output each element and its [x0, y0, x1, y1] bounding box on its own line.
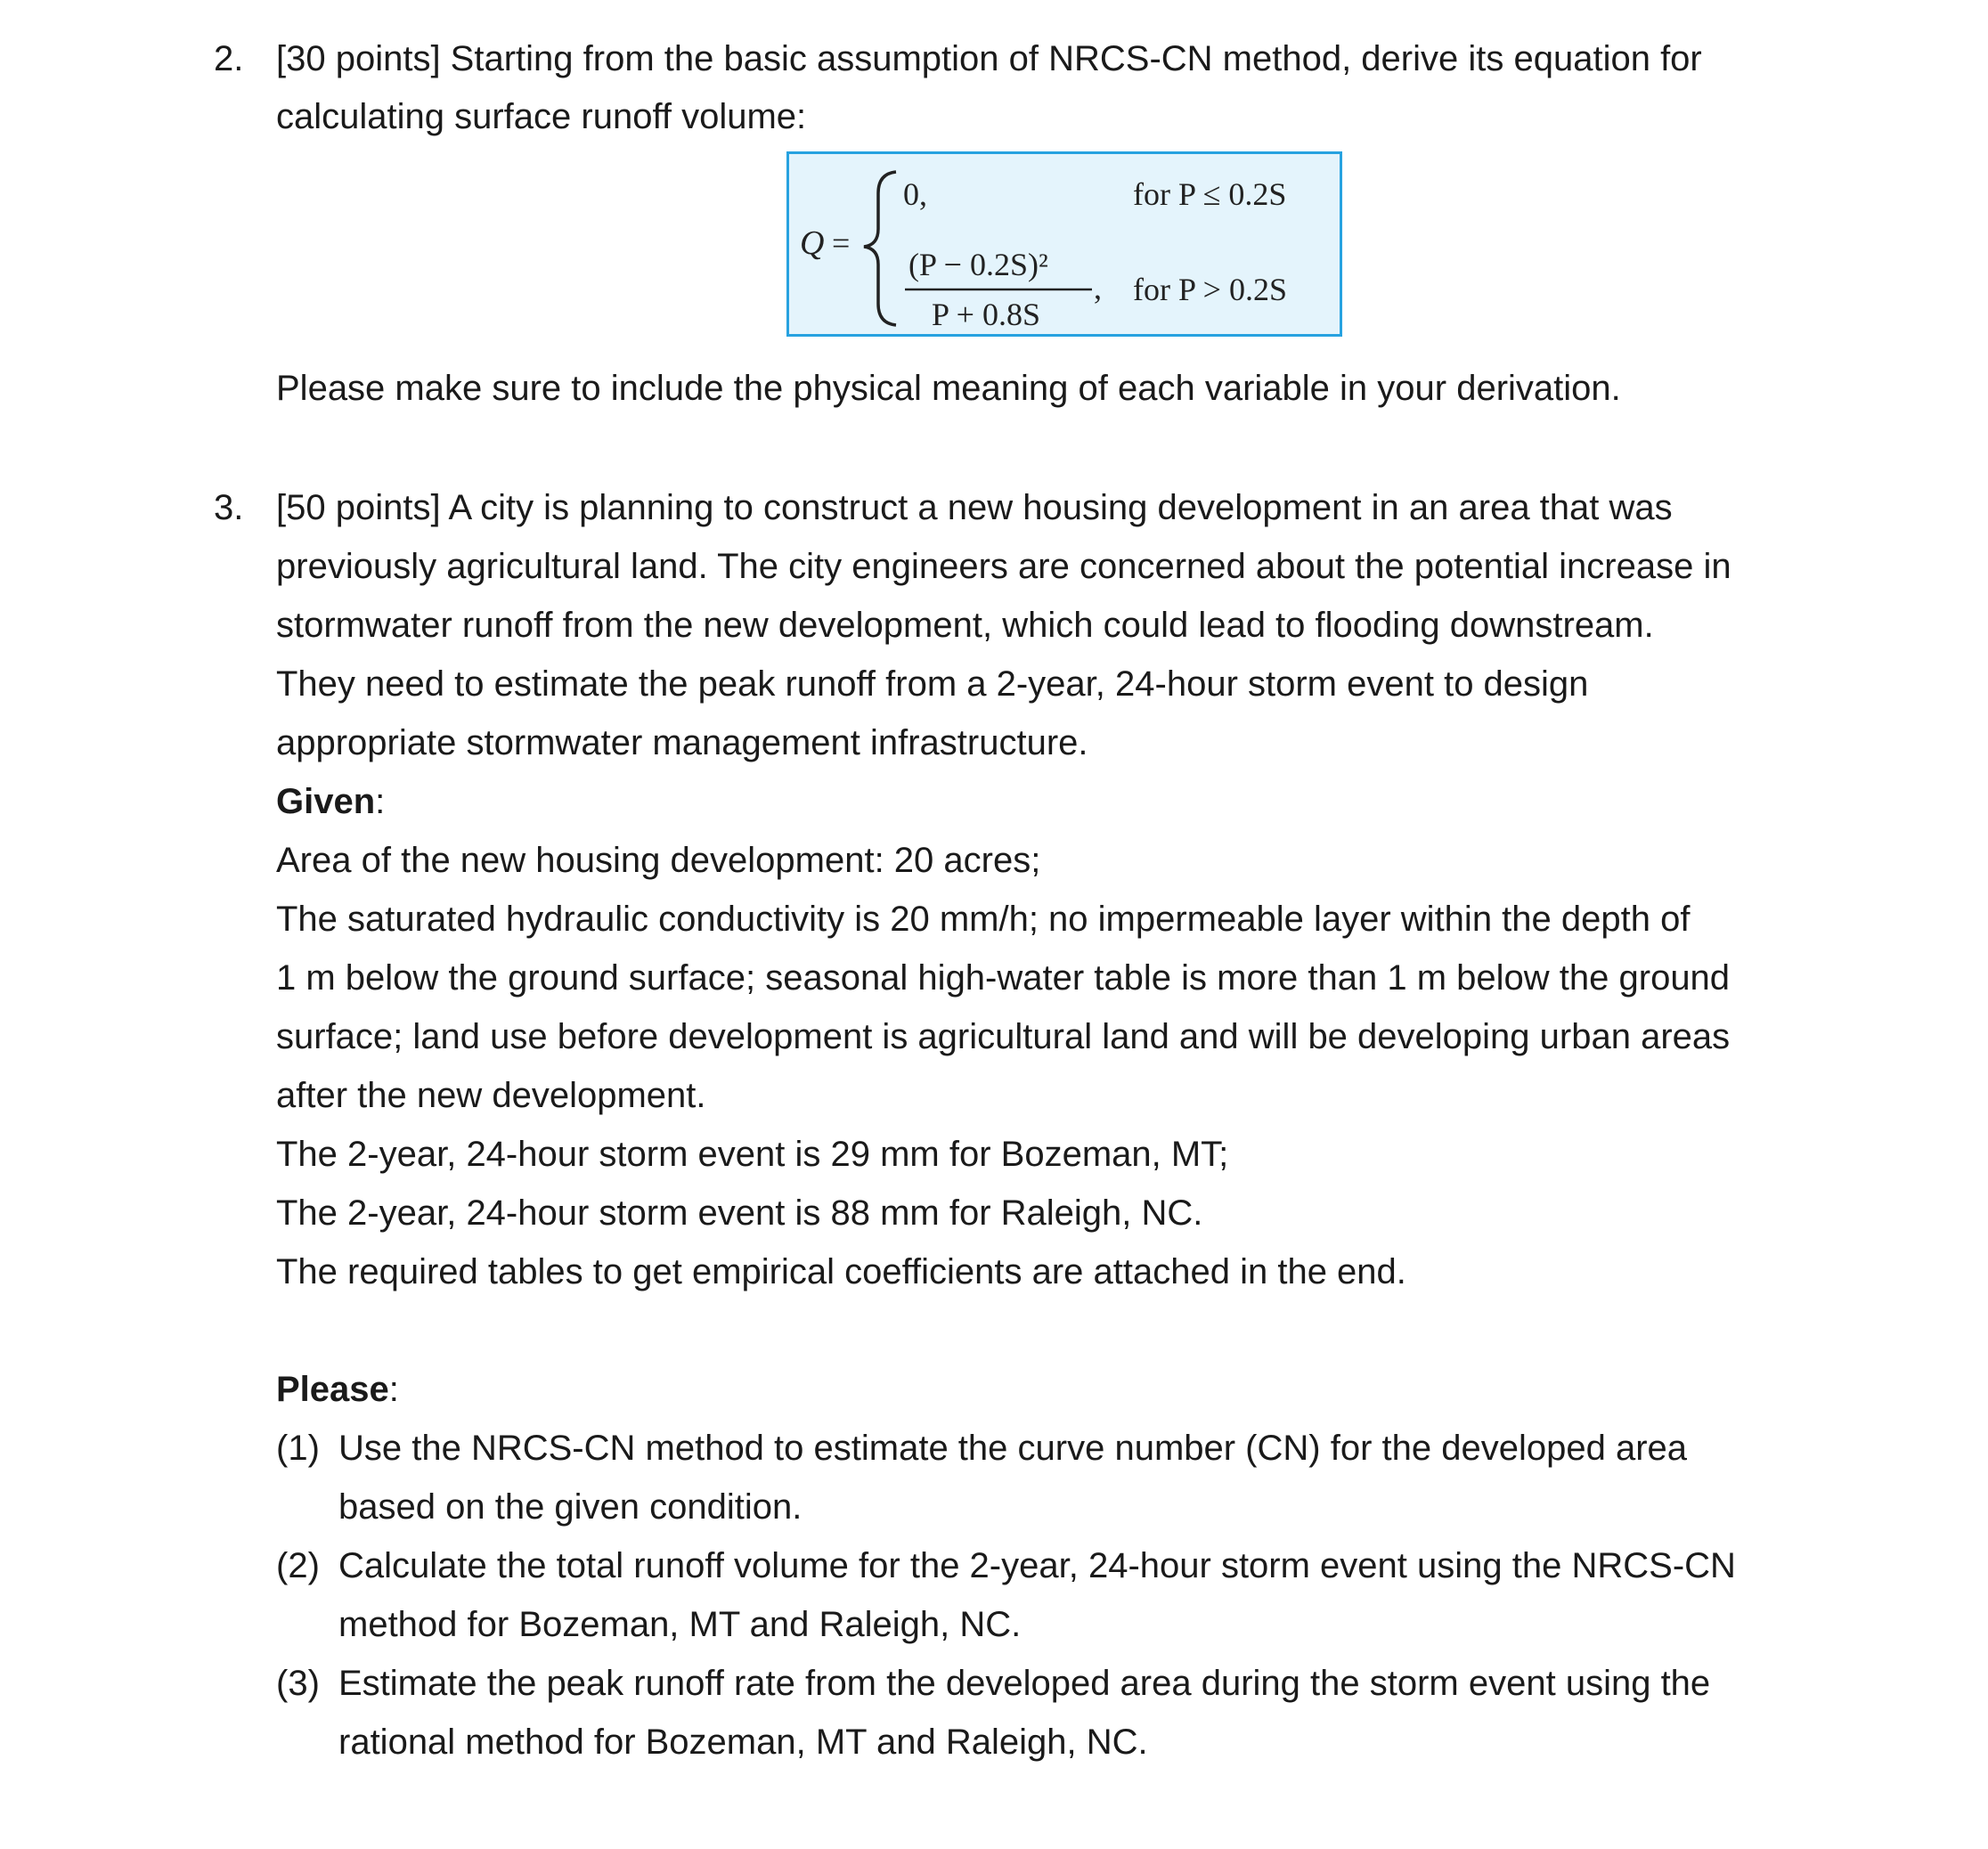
- question-2-note: Please make sure to include the physical meaning of each variable in your derivation.: [276, 369, 1621, 408]
- question-2-line-1: [30 points] Starting from the basic assumption of NRCS-CN method, derive its equation for: [276, 39, 1702, 78]
- given-heading: [276, 772, 385, 831]
- question-3-intro-line: appropriate stormwater management infrastructure.: [276, 723, 1088, 762]
- question-3-intro-line: [50 points] A city is planning to construct a new housing development in an area that was: [276, 488, 1673, 527]
- case-1-condition: for P ≤ 0.2S: [1133, 176, 1287, 212]
- case-2-condition: for P > 0.2S: [1133, 272, 1287, 307]
- given-line: The 2-year, 24-hour storm event is 88 mm for Raleigh, NC.: [276, 1193, 1203, 1233]
- task-item-line: based on the given condition.: [338, 1487, 803, 1527]
- given-colon: :: [375, 782, 386, 821]
- question-3-number: 3.: [214, 488, 244, 527]
- given-line: The 2-year, 24-hour storm event is 29 mm for Bozeman, MT;: [276, 1135, 1229, 1174]
- left-brace: [864, 172, 896, 325]
- please-colon: :: [388, 1370, 399, 1409]
- given-line: The required tables to get empirical coefficients are attached in the end.: [276, 1252, 1406, 1291]
- given-line: The saturated hydraulic conductivity is 20 mm/h; no impermeable layer within the depth of: [276, 900, 1691, 939]
- task-item-line: Use the NRCS-CN method to estimate the curve number (CN) for the developed area: [338, 1429, 1688, 1468]
- question-3-intro-line: stormwater runoff from the new development, which could lead to flooding downstream.: [276, 606, 1654, 645]
- case-2-comma: ,: [1094, 270, 1102, 305]
- case-1-value: 0,: [903, 176, 927, 212]
- task-item-label: (3): [276, 1664, 320, 1703]
- question-3-intro-line: They need to estimate the peak runoff from a 2-year, 24-hour storm event to design: [276, 664, 1589, 704]
- given-line: 1 m below the ground surface; seasonal high-water table is more than 1 m below the ground: [276, 958, 1731, 998]
- runoff-equation: [789, 154, 1345, 339]
- question-3-intro-line: previously agricultural land. The city engineers are concerned about the potential increase in: [276, 547, 1731, 586]
- case-2-numerator: (P − 0.2S)²: [908, 247, 1048, 282]
- task-item-label: (1): [276, 1429, 320, 1468]
- given-line: surface; land use before development is agricultural land and will be developing urban areas: [276, 1017, 1731, 1056]
- question-2-line-2: calculating surface runoff volume:: [276, 97, 807, 136]
- equation-lhs: Q: [800, 224, 825, 262]
- please-heading: [276, 1360, 399, 1419]
- runoff-equation-box: [786, 151, 1342, 337]
- question-2-number: 2.: [214, 39, 244, 78]
- task-item-line: rational method for Bozeman, MT and Raleigh, NC.: [338, 1723, 1148, 1762]
- case-2-denominator: P + 0.8S: [932, 297, 1041, 332]
- task-item-line: method for Bozeman, MT and Raleigh, NC.: [338, 1605, 1022, 1644]
- equation-equals: =: [832, 225, 851, 261]
- given-line: Area of the new housing development: 20 acres;: [276, 841, 1041, 880]
- given-label: Given: [276, 782, 376, 821]
- given-line: after the new development.: [276, 1076, 706, 1115]
- task-item-line: Estimate the peak runoff rate from the developed area during the storm event using the: [338, 1664, 1711, 1703]
- task-item-label: (2): [276, 1546, 320, 1585]
- task-item-line: Calculate the total runoff volume for the 2-year, 24-hour storm event using the NRCS-CN: [338, 1546, 1736, 1585]
- please-label: Please: [276, 1370, 389, 1409]
